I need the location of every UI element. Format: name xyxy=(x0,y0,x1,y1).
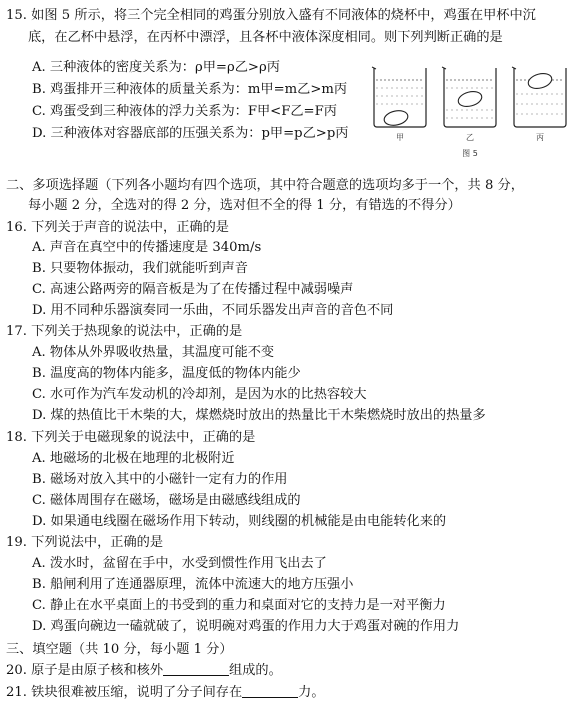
q17-option-a: A. 物体从外界吸收热量，其温度可能不变 xyxy=(32,345,275,360)
q15-option-d: D. 三种液体对容器底部的压强关系为：p甲=p乙>p丙 xyxy=(32,126,349,141)
q19-option-c: C. 静止在水平桌面上的书受到的重力和桌面对它的支持力是一对平衡力 xyxy=(32,598,446,613)
q18-option-a: A. 地磁场的北极在地理的北极附近 xyxy=(32,451,235,466)
q21-line xyxy=(6,683,325,703)
q16-option-a: A. 声音在真空中的传播速度是 340m/s xyxy=(32,240,262,255)
label-yi: 乙 xyxy=(466,133,474,142)
q17-stem: 17. 下列关于热现象的说法中，正确的是 xyxy=(6,324,243,339)
section3-header: 三、填空题（共 10 分，每小题 1 分） xyxy=(6,642,233,657)
q16-option-b: B. 只要物体振动，我们就能听到声音 xyxy=(32,261,248,276)
q19-option-d: D. 鸡蛋向碗边一磕就破了，说明碗对鸡蛋的作用力大于鸡蛋对碗的作用力 xyxy=(32,619,460,634)
q20-text-after: 组成的。 xyxy=(229,663,282,678)
q15-stem-line2: 底，在乙杯中悬浮，在丙杯中漂浮，且各杯中液体深度相同。则下列判断正确的是 xyxy=(28,30,503,45)
label-bing: 丙 xyxy=(536,133,544,142)
q17-option-b: B. 温度高的物体内能多，温度低的物体内能少 xyxy=(32,366,301,381)
q19-option-b: B. 船闸利用了连通器原理，流体中流速大的地方压强小 xyxy=(32,577,354,592)
figure-caption: 图 5 xyxy=(462,149,478,158)
q18-option-c: C. 磁体周围存在磁场，磁场是由磁感线组成的 xyxy=(32,493,301,508)
q15-option-c: C. 鸡蛋受到三种液体的浮力关系为：F甲<F乙=F丙 xyxy=(32,104,337,119)
q18-option-b: B. 磁场对放入其中的小磁针一定有力的作用 xyxy=(32,472,288,487)
q15-stem-line1: 15. 如图 5 所示，将三个完全相同的鸡蛋分别放入盛有不同液体的烧杯中，鸡蛋在甲杯中沉 xyxy=(6,8,536,23)
beaker-jia xyxy=(372,67,426,127)
beaker-bing xyxy=(512,67,566,127)
section2-header-line1: 二、多项选择题（下列各小题均有四个选项，其中符合题意的选项均多于一个，共 8 分， xyxy=(6,178,524,193)
q21-answer-blank[interactable] xyxy=(242,683,298,698)
q21-text-before: 21. 铁块很难被压缩，说明了分子间存在 xyxy=(6,685,243,700)
q16-option-c: C. 高速公路两旁的隔音板是为了在传播过程中减弱噪声 xyxy=(32,282,354,297)
q15-option-a: A. 三种液体的密度关系为：ρ甲=ρ乙>ρ丙 xyxy=(32,60,280,75)
q21-text-after: 力。 xyxy=(298,685,325,700)
q18-option-d: D. 如果通电线圈在磁场作用下转动，则线圈的机械能是由电能转化来的 xyxy=(32,514,447,529)
q18-stem: 18. 下列关于电磁现象的说法中，正确的是 xyxy=(6,430,256,445)
section2-header-line2: 每小题 2 分，全选对的得 2 分，选对但不全的得 1 分，有错选的不得分） xyxy=(28,198,461,213)
q16-option-d: D. 用不同种乐器演奏同一乐曲，不同乐器发出声音的音色不同 xyxy=(32,303,394,318)
q19-option-a: A. 泼水时，盆留在手中，水受到惯性作用飞出去了 xyxy=(32,556,327,571)
beaker-yi xyxy=(442,67,496,127)
q19-stem: 19. 下列说法中，正确的是 xyxy=(6,535,164,550)
q16-stem: 16. 下列关于声音的说法中，正确的是 xyxy=(6,220,229,235)
q17-option-c: C. 水可作为汽车发动机的冷却剂，是因为水的比热容较大 xyxy=(32,387,367,402)
q17-option-d: D. 煤的热值比干木柴的大，煤燃烧时放出的热量比干木柴燃烧时放出的热量多 xyxy=(32,408,486,423)
q20-answer-blank[interactable] xyxy=(163,661,229,676)
q20-text-before: 20. 原子是由原子核和核外 xyxy=(6,663,164,678)
label-jia: 甲 xyxy=(396,133,404,142)
q15-option-b: B. 鸡蛋排开三种液体的质量关系为：m甲=m乙>m丙 xyxy=(32,82,348,97)
figure-5-beakers xyxy=(368,64,576,160)
q20-line xyxy=(6,661,282,681)
